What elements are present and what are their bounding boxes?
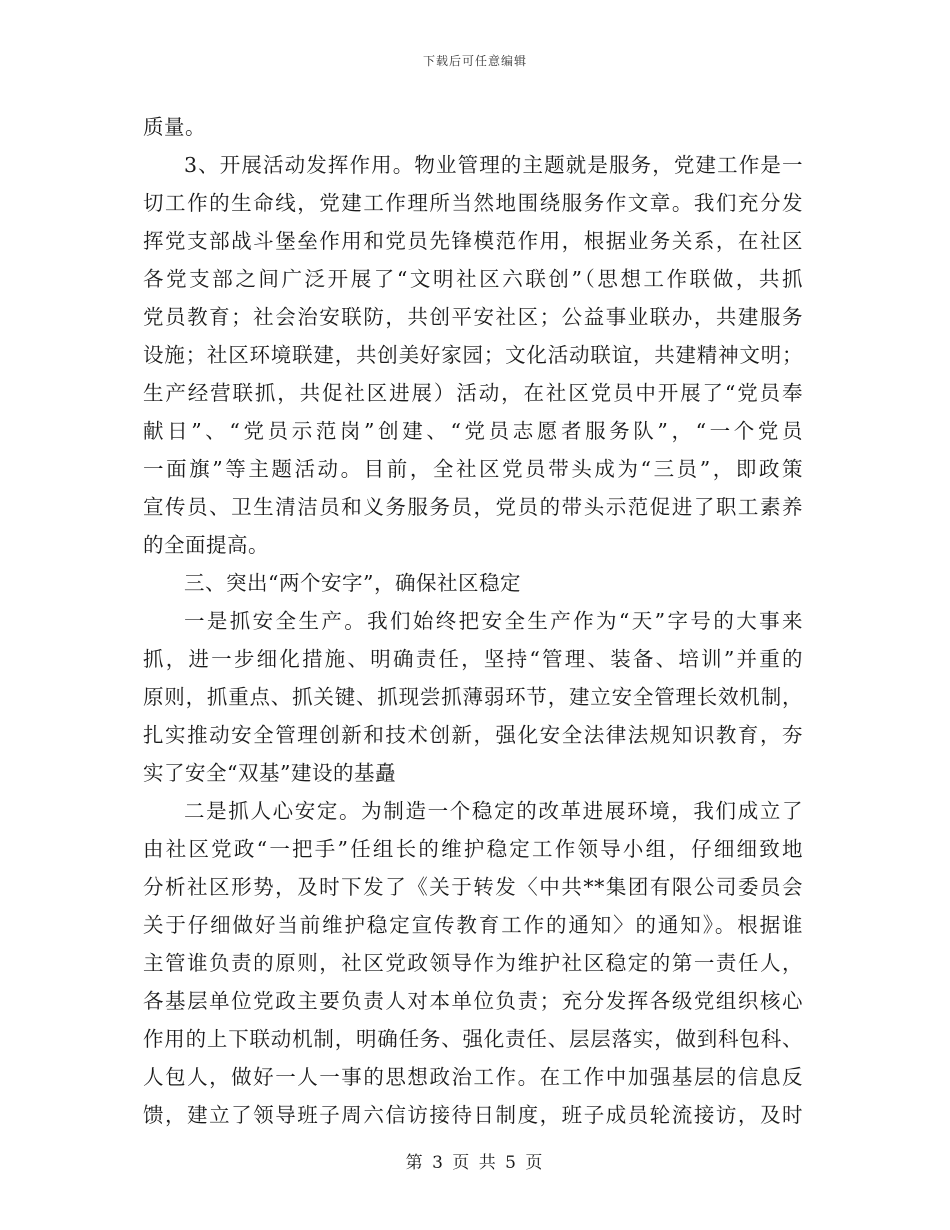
paragraph-line: 关于仔细做好当前维护稳定宣传教育工作的通知〉的通知》。根据谁 xyxy=(143,913,803,937)
paragraph-line: 主管谁负责的原则，社区党政领导作为维护社区稳定的第一责任人， xyxy=(143,951,803,975)
paragraph-line: 分析社区形势，及时下发了《关于转发〈中共**集团有限公司委员会 xyxy=(143,875,803,899)
paragraph-line: 原则，抓重点、抓关键、抓现尝抓薄弱环节，建立安全管理长效机制， xyxy=(143,685,803,709)
paragraph-first-line: 3、开展活动发挥作用。物业管理的主题就是服务，党建工作是一 xyxy=(184,153,803,177)
paragraph-line: 设施；社区环境联建，共创美好家园；文化活动联谊，共建精神文明； xyxy=(143,343,803,367)
paragraph-line: 质量。 xyxy=(143,115,206,139)
paragraph-line: 馈，建立了领导班子周六信访接待日制度，班子成员轮流接访，及时 xyxy=(143,1103,803,1127)
document-body xyxy=(143,108,803,1134)
paragraph-line: 的全面提高。 xyxy=(143,533,269,557)
paragraph-first-line: 一是抓安全生产。我们始终把安全生产作为“天”字号的大事来 xyxy=(184,609,803,633)
paragraph-line: 党员教育；社会治安联防，共创平安社区；公益事业联办，共建服务 xyxy=(143,305,803,329)
page-number-footer: 第 3 页 共 5 页 xyxy=(405,1153,545,1173)
paragraph-first-line: 二是抓人心安定。为制造一个稳定的改革进展环境，我们成立了 xyxy=(184,799,803,823)
paragraph-line: 切工作的生命线，党建工作理所当然地围绕服务作文章。我们充分发 xyxy=(143,191,803,215)
paragraph-line: 献日”、“党员示范岗”创建、“党员志愿者服务队”，“一个党员 xyxy=(143,419,803,443)
paragraph-line: 抓，进一步细化措施、明确责任，坚持“管理、装备、培训”并重的 xyxy=(143,647,803,671)
paragraph-line: 生产经营联抓，共促社区进展）活动，在社区党员中开展了“党员奉 xyxy=(143,381,803,405)
paragraph-line: 人包人，做好一人一事的思想政治工作。在工作中加强基层的信息反 xyxy=(143,1065,803,1089)
paragraph-line: 各基层单位党政主要负责人对本单位负责；充分发挥各级党组织核心 xyxy=(143,989,803,1013)
paragraph-line: 各党支部之间广泛开展了“文明社区六联创”（思想工作联做，共抓 xyxy=(143,267,803,291)
paragraph-line: 挥党支部战斗堡垒作用和党员先锋模范作用，根据业务关系，在社区 xyxy=(143,229,803,253)
page-header-note: 下载后可任意编辑 xyxy=(422,54,527,68)
paragraph-line: 宣传员、卫生清洁员和义务服务员，党员的带头示范促进了职工素养 xyxy=(143,495,803,519)
paragraph-line: 由社区党政“一把手”任组长的维护稳定工作领导小组，仔细细致地 xyxy=(143,837,803,861)
paragraph-line: 作用的上下联动机制，明确任务、强化责任、层层落实，做到科包科、 xyxy=(143,1027,803,1051)
paragraph-line: 扎实推动安全管理创新和技术创新，强化安全法律法规知识教育，夯 xyxy=(143,723,803,747)
paragraph-line: 实了安全“双基”建设的基矗 xyxy=(143,761,396,785)
paragraph-first-line: 三、突出“两个安字”，确保社区稳定 xyxy=(184,571,521,595)
paragraph-line: 一面旗”等主题活动。目前，全社区党员带头成为“三员”，即政策 xyxy=(143,457,803,481)
